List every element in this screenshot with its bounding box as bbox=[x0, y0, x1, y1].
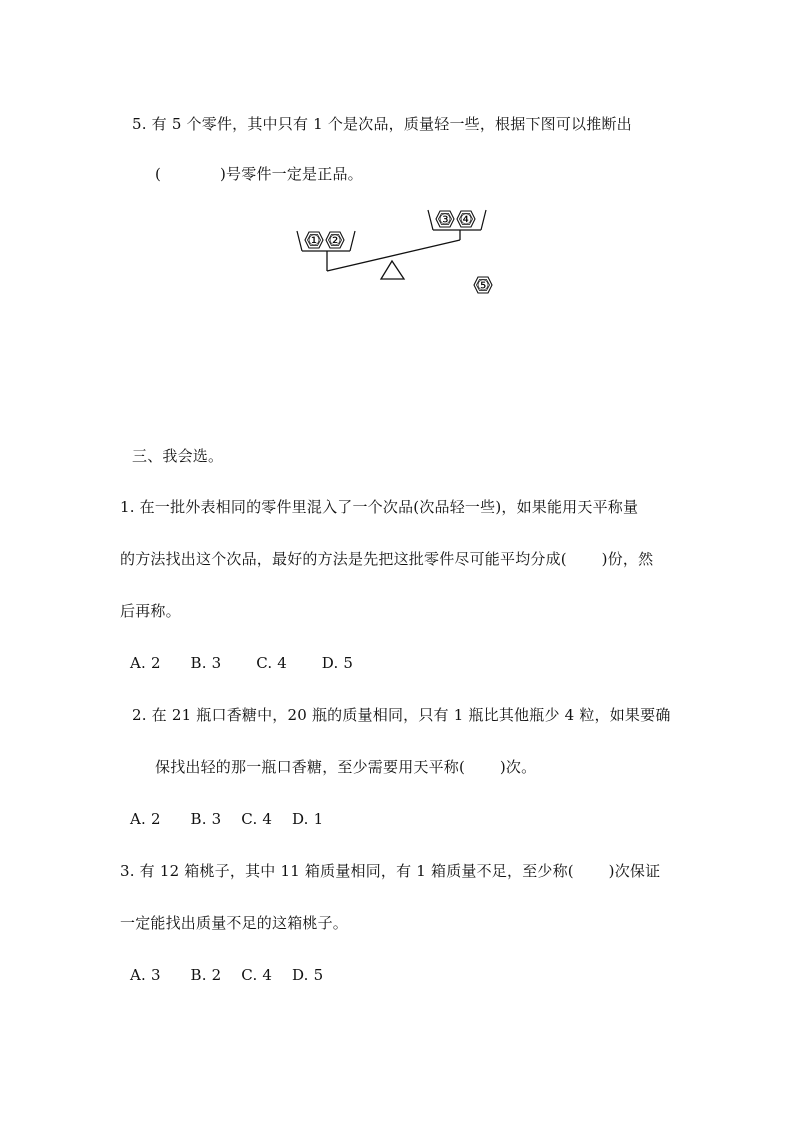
q1-line-2: 的方法找出这个次品，最好的方法是先把这批零件尽可能平均分成( )份，然 bbox=[120, 550, 654, 568]
part-3-hexagon bbox=[436, 211, 454, 228]
q2-line-2: 保找出轻的那一瓶口香糖，至少需要用天平称( )次。 bbox=[155, 758, 537, 776]
q5-line-1: 5. 有 5 个零件，其中只有 1 个是次品，质量轻一些，根据下图可以推断出 bbox=[132, 115, 632, 133]
balance-scale-diagram bbox=[280, 195, 520, 305]
left-pan bbox=[297, 231, 355, 251]
balance-beam bbox=[327, 240, 460, 271]
q5-line-2: )号零件一定是正品。 bbox=[220, 165, 363, 183]
q3-line-1: 3. 有 12 箱桃子，其中 11 箱质量相同，有 1 箱质量不足，至少称( )次保证 bbox=[120, 862, 661, 880]
q1-line-1: 1. 在一批外表相同的零件里混入了一个次品(次品轻一些)，如果能用天平称量 bbox=[120, 498, 639, 516]
q5-answer-blank-open[interactable]: ( bbox=[155, 165, 161, 183]
section-3-heading: 三、我会选。 bbox=[132, 447, 224, 465]
part-3-label: ③ bbox=[438, 212, 452, 228]
q1-line-3: 后再称。 bbox=[120, 602, 181, 620]
part-1-label: ① bbox=[307, 233, 321, 249]
part-1-hexagon bbox=[305, 232, 323, 249]
q3-line-2: 一定能找出质量不足的这箱桃子。 bbox=[120, 914, 349, 932]
fulcrum-triangle bbox=[381, 261, 404, 279]
q1-options[interactable]: A. 2 B. 3 C. 4 D. 5 bbox=[130, 654, 354, 672]
part-4-hexagon bbox=[457, 211, 475, 228]
q2-options[interactable]: A. 2 B. 3 C. 4 D. 1 bbox=[130, 810, 324, 828]
part-4-label: ④ bbox=[459, 212, 473, 228]
part-5-label: ⑤ bbox=[476, 278, 490, 294]
part-5-hexagon bbox=[474, 277, 492, 294]
q2-line-1: 2. 在 21 瓶口香糖中，20 瓶的质量相同，只有 1 瓶比其他瓶少 4 粒，如果要确 bbox=[132, 706, 671, 724]
q3-options[interactable]: A. 3 B. 2 C. 4 D. 5 bbox=[130, 966, 324, 984]
right-pan bbox=[428, 210, 486, 230]
part-2-hexagon bbox=[326, 232, 344, 249]
part-2-label: ② bbox=[328, 233, 342, 249]
